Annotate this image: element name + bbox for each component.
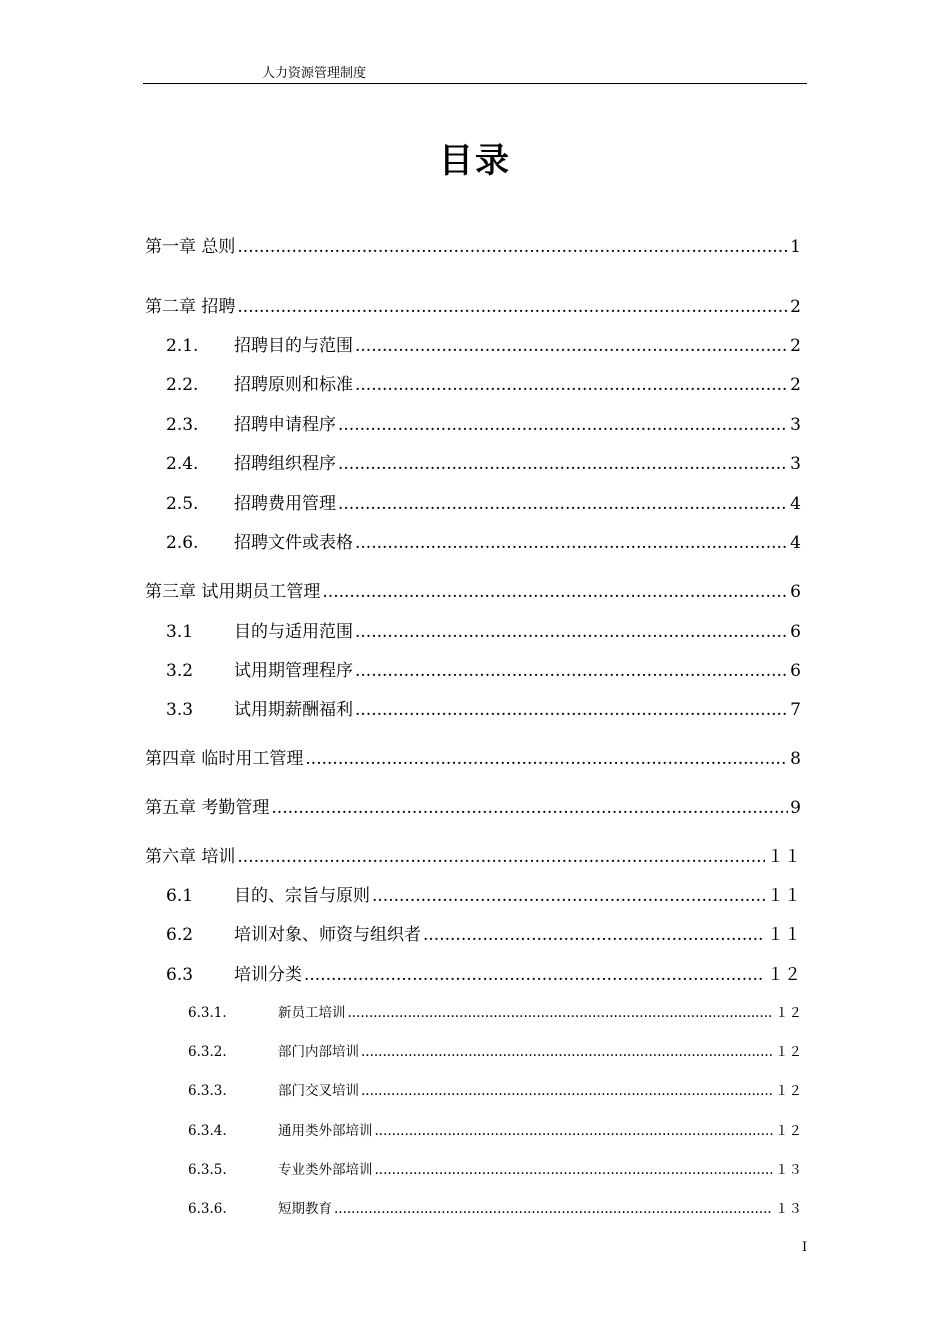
toc-number: 2.5.	[166, 494, 199, 514]
toc-number: 2.3.	[166, 415, 199, 435]
toc-entry-section-6-1[interactable]	[166, 881, 801, 906]
toc-entry-section-6-3-2[interactable]	[188, 1040, 802, 1060]
toc-entry-chapter-6[interactable]	[145, 842, 801, 867]
toc-leader	[361, 1083, 773, 1099]
toc-label: 招聘原则和标准	[234, 375, 353, 395]
toc-page-number: １２	[775, 1044, 802, 1060]
toc-label: 培训分类	[234, 965, 302, 985]
toc-leader	[322, 582, 788, 602]
toc-entry-section-3-3[interactable]	[166, 695, 801, 720]
toc-entry-section-6-3-6[interactable]	[188, 1197, 802, 1217]
toc-number: 2.4.	[166, 454, 199, 474]
toc-label: 第三章 试用期员工管理	[145, 582, 321, 602]
toc-leader	[355, 700, 788, 720]
toc-leader	[355, 375, 788, 395]
page-title: 目录	[439, 141, 511, 181]
toc-entry-section-6-3[interactable]	[166, 960, 801, 985]
toc-number: 6.3.6.	[188, 1201, 227, 1217]
toc-page-number: １２	[775, 1005, 802, 1021]
toc-entry-chapter-3[interactable]	[145, 577, 801, 602]
toc-page-number: 6	[790, 661, 801, 681]
toc-number: 6.3.4.	[188, 1123, 227, 1139]
toc-leader	[271, 798, 788, 818]
toc-label: 第一章 总则	[145, 237, 236, 257]
toc-page-number: 6	[790, 622, 801, 642]
toc-entry-section-6-3-3[interactable]	[188, 1079, 802, 1099]
running-header: 人力资源管理制度	[262, 66, 367, 81]
toc-leader	[237, 297, 788, 317]
toc-page-number: 3	[790, 415, 801, 435]
toc-label: 短期教育	[278, 1201, 332, 1217]
toc-entry-chapter-2[interactable]	[145, 292, 801, 317]
toc-number: 2.6.	[166, 533, 199, 553]
toc-leader	[338, 494, 788, 514]
toc-entry-section-2-2[interactable]	[166, 370, 801, 395]
toc-page-number: 3	[790, 454, 801, 474]
toc-label: 第六章 培训	[145, 847, 236, 867]
toc-leader	[338, 454, 788, 474]
toc-number: 3.2	[166, 661, 194, 681]
toc-entry-section-3-1[interactable]	[166, 617, 801, 642]
toc-page-number: １１	[767, 886, 801, 906]
toc-page-number: １１	[767, 925, 801, 945]
toc-leader	[355, 661, 788, 681]
toc-number: 6.3.2.	[188, 1044, 227, 1060]
toc-page-number: １３	[775, 1201, 802, 1217]
toc-leader	[305, 749, 788, 769]
toc-page-number: 4	[790, 533, 801, 553]
toc-leader	[237, 237, 788, 257]
toc-label: 试用期管理程序	[234, 661, 353, 681]
toc-entry-section-6-3-4[interactable]	[188, 1119, 802, 1139]
toc-leader	[372, 886, 765, 906]
toc-label: 第二章 招聘	[145, 297, 236, 317]
toc-label: 培训对象、师资与组织者	[234, 925, 421, 945]
toc-label: 新员工培训	[278, 1005, 346, 1021]
toc-leader	[375, 1162, 774, 1178]
toc-page-number: 2	[790, 375, 801, 395]
toc-page-number: 4	[790, 494, 801, 514]
toc-label: 招聘组织程序	[234, 454, 336, 474]
toc-leader	[355, 336, 788, 356]
toc-entry-section-2-6[interactable]	[166, 528, 801, 553]
toc-page-number: １１	[767, 847, 801, 867]
toc-label: 招聘费用管理	[234, 494, 336, 514]
toc-number: 6.3.1.	[188, 1005, 227, 1021]
toc-page-number: １２	[767, 965, 801, 985]
toc-number: 6.3	[166, 965, 194, 985]
toc-leader	[304, 965, 765, 985]
toc-label: 目的、宗旨与原则	[234, 886, 370, 906]
toc-label: 通用类外部培训	[278, 1123, 373, 1139]
toc-page-number: 7	[790, 700, 801, 720]
toc-label: 部门交叉培训	[278, 1083, 359, 1099]
toc-number: 6.2	[166, 925, 194, 945]
toc-number: 2.2.	[166, 375, 199, 395]
toc-page-number: １２	[775, 1123, 802, 1139]
toc-entry-section-2-1[interactable]	[166, 331, 801, 356]
toc-label: 目的与适用范围	[234, 622, 353, 642]
toc-number: 3.3	[166, 700, 194, 720]
toc-page-number: １３	[775, 1162, 802, 1178]
toc-entry-chapter-1[interactable]	[145, 232, 801, 257]
toc-leader	[375, 1123, 774, 1139]
toc-page-number: 1	[790, 237, 801, 257]
toc-entry-chapter-5[interactable]	[145, 793, 801, 818]
toc-leader	[423, 925, 765, 945]
toc-label: 招聘申请程序	[234, 415, 336, 435]
toc-leader	[348, 1005, 774, 1021]
toc-entry-section-2-5[interactable]	[166, 489, 801, 514]
toc-leader	[355, 533, 788, 553]
toc-number: 6.3.3.	[188, 1083, 227, 1099]
toc-entry-chapter-4[interactable]	[145, 744, 801, 769]
toc-label: 招聘目的与范围	[234, 336, 353, 356]
toc-page-number: 9	[790, 798, 801, 818]
toc-entry-section-6-2[interactable]	[166, 920, 801, 945]
toc-label: 部门内部培训	[278, 1044, 359, 1060]
toc-label: 试用期薪酬福利	[234, 700, 353, 720]
toc-leader	[237, 847, 765, 867]
toc-label: 第四章 临时用工管理	[145, 749, 304, 769]
toc-entry-section-6-3-1[interactable]	[188, 1001, 802, 1021]
toc-number: 6.1	[166, 886, 194, 906]
toc-entry-section-2-3[interactable]	[166, 410, 801, 435]
toc-page-number: 8	[790, 749, 801, 769]
toc-entry-section-3-2[interactable]	[166, 656, 801, 681]
header-divider	[143, 83, 807, 84]
toc-number: 3.1	[166, 622, 194, 642]
toc-leader	[338, 415, 788, 435]
toc-entry-section-2-4[interactable]	[166, 449, 801, 474]
toc-label: 招聘文件或表格	[234, 533, 353, 553]
toc-leader	[334, 1201, 773, 1217]
page-number-footer: I	[802, 1240, 808, 1255]
toc-leader	[361, 1044, 773, 1060]
toc-leader	[355, 622, 788, 642]
toc-page-number: 2	[790, 297, 801, 317]
toc-page-number: 6	[790, 582, 801, 602]
toc-entry-section-6-3-5[interactable]	[188, 1158, 802, 1178]
toc-label: 专业类外部培训	[278, 1162, 373, 1178]
toc-page-number: １２	[775, 1083, 802, 1099]
toc-number: 6.3.5.	[188, 1162, 227, 1178]
toc-page-number: 2	[790, 336, 801, 356]
toc-label: 第五章 考勤管理	[145, 798, 270, 818]
toc-number: 2.1.	[166, 336, 199, 356]
